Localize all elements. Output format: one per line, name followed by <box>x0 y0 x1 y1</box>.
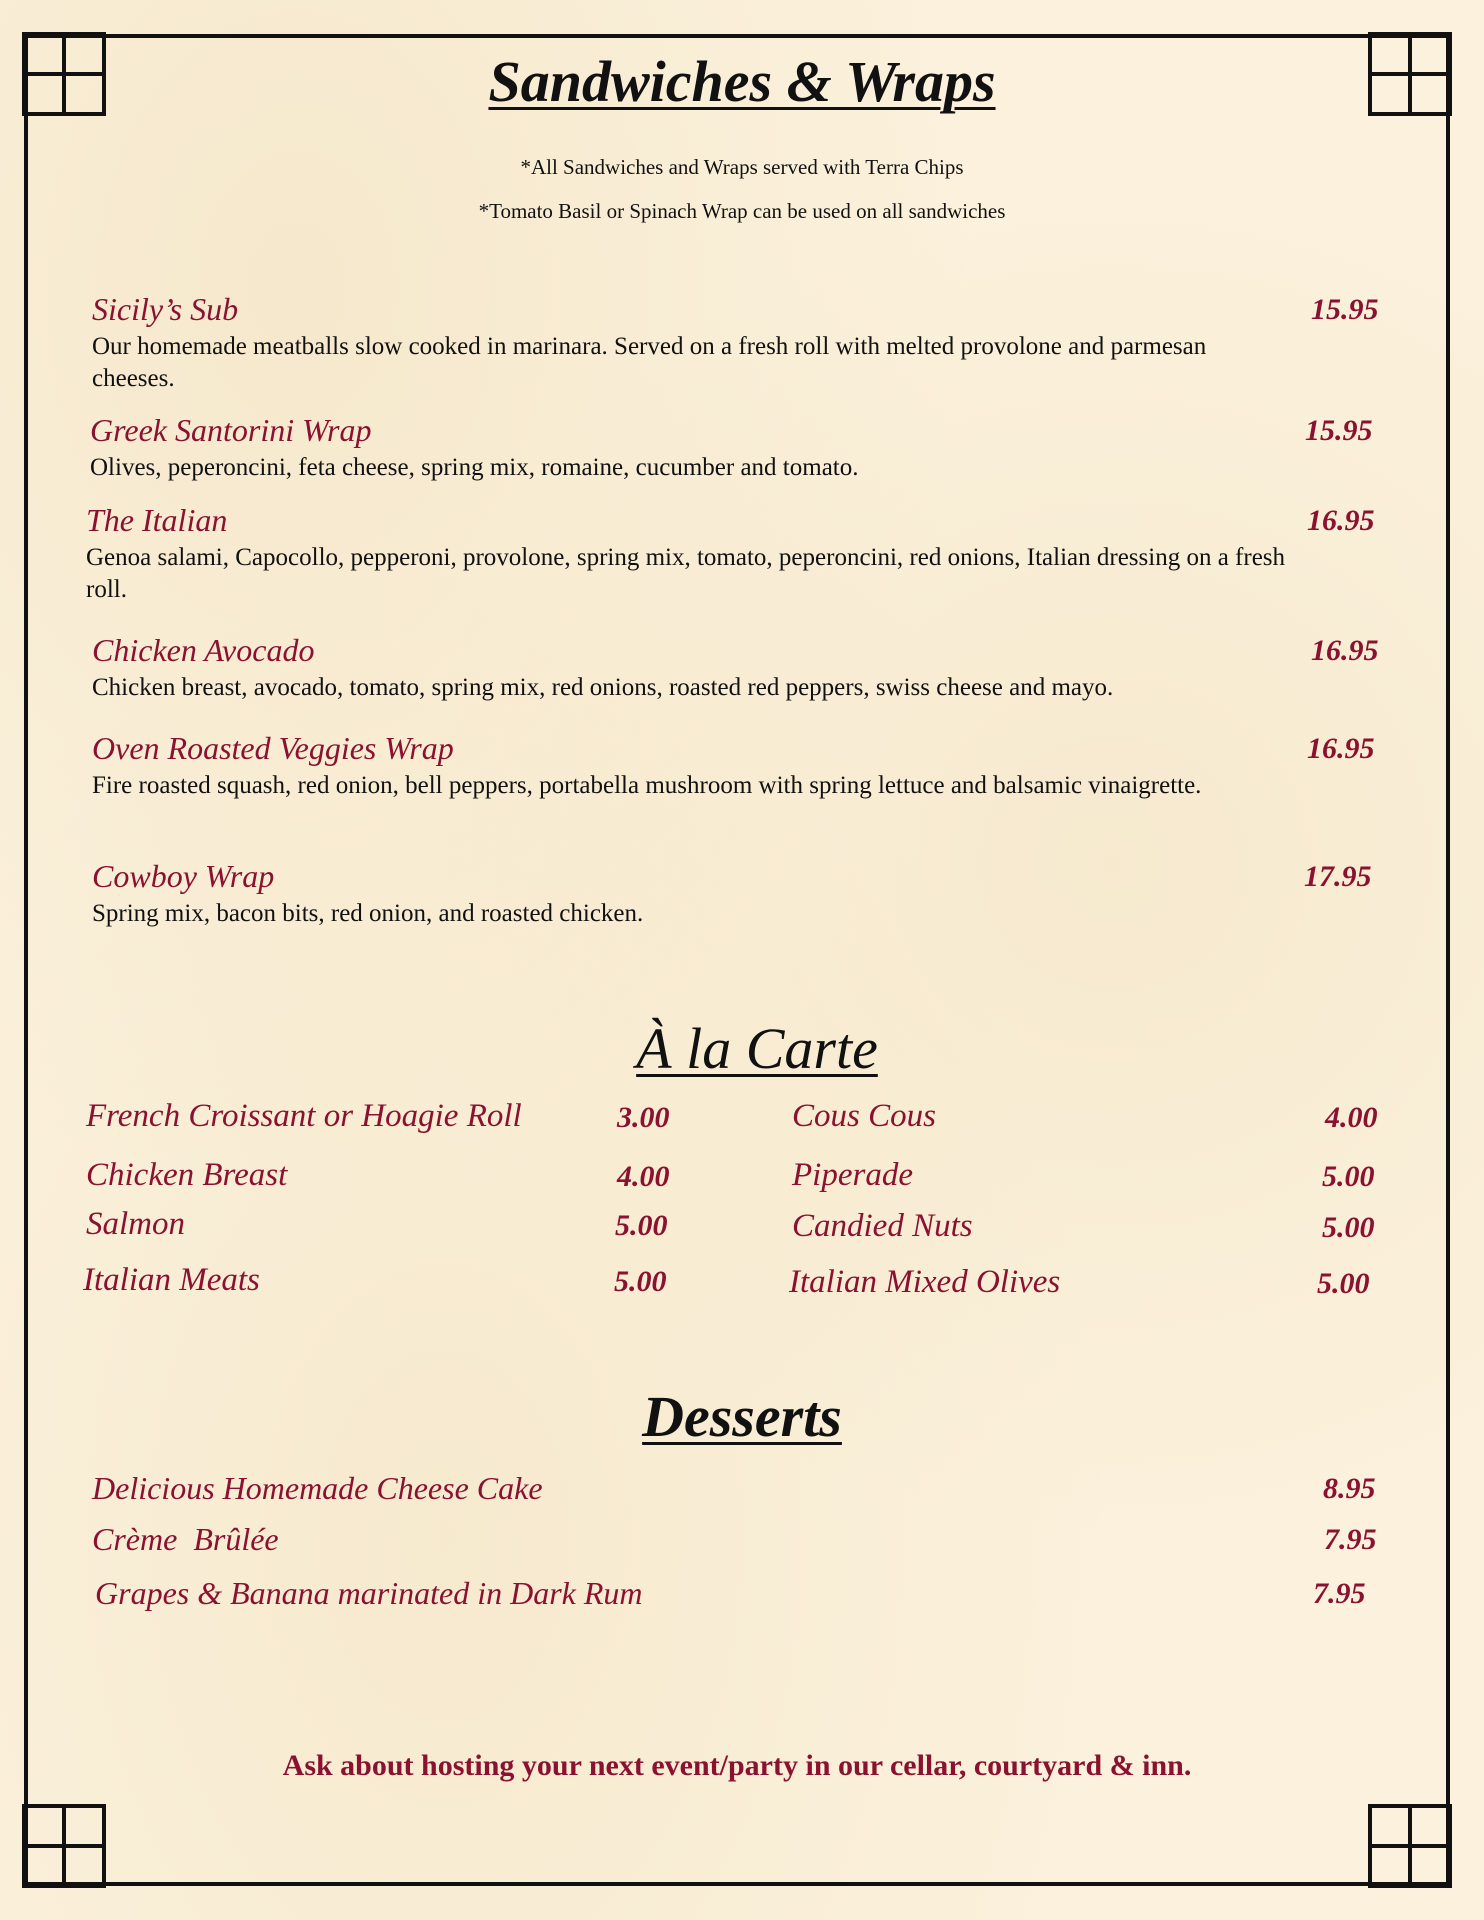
alacarte-item-name: Chicken Breast <box>86 1157 288 1193</box>
dessert-item-name: Delicious Homemade Cheese Cake <box>92 1470 543 1506</box>
menu-item-name: Cowboy Wrap <box>92 858 275 894</box>
menu-item-name: Oven Roasted Veggies Wrap <box>92 730 454 766</box>
dessert-item-price: 7.95 <box>1313 1577 1366 1610</box>
menu-item-price: 16.95 <box>1307 732 1375 765</box>
alacarte-item-price: 5.00 <box>614 1265 667 1298</box>
sandwiches-note-chips: *All Sandwiches and Wraps served with Terra Chips <box>520 155 964 179</box>
menu-item-description: Our homemade meatballs slow cooked in marinara. Served on a fresh roll with melted provolone and parmesan cheeses. <box>92 333 1207 392</box>
alacarte-item-price: 5.00 <box>1317 1267 1370 1300</box>
menu-item-price: 15.95 <box>1311 293 1379 326</box>
alacarte-item-price: 3.00 <box>617 1101 670 1134</box>
menu-item-description: Olives, peperoncini, feta cheese, spring mix, romaine, cucumber and tomato. <box>90 454 859 481</box>
menu-item-price: 15.95 <box>1305 414 1373 447</box>
alacarte-item-price: 5.00 <box>1322 1211 1375 1244</box>
menu-item-name: The Italian <box>86 502 228 538</box>
alacarte-item-name: Cous Cous <box>792 1098 936 1134</box>
menu-item-name: Chicken Avocado <box>92 632 315 668</box>
menu-item-price: 16.95 <box>1307 504 1375 537</box>
menu-item-price: 16.95 <box>1311 634 1379 667</box>
dessert-item-price: 8.95 <box>1323 1472 1376 1505</box>
alacarte-heading: À la Carte <box>636 1016 878 1081</box>
alacarte-item-name: Salmon <box>86 1206 185 1242</box>
dessert-item-name: Grapes & Banana marinated in Dark Rum <box>95 1575 643 1611</box>
alacarte-item-name: Piperade <box>792 1157 913 1193</box>
sandwiches-heading: Sandwiches & Wraps <box>488 49 996 114</box>
footer-event-note: Ask about hosting your next event/party in our cellar, courtyard & inn. <box>282 1749 1192 1782</box>
menu-item-description: Spring mix, bacon bits, red onion, and roasted chicken. <box>92 900 644 927</box>
menu-item-description: Genoa salami, Capocollo, pepperoni, provolone, spring mix, tomato, peperoncini, red onions, Italian dressing on a fresh roll. <box>86 544 1286 603</box>
menu-item-description: Chicken breast, avocado, tomato, spring mix, red onions, roasted red peppers, swiss cheese and mayo. <box>92 674 1114 701</box>
corner-ornament-bottom-right <box>1368 1804 1452 1888</box>
dessert-item-name: Crème Brûlée <box>92 1521 279 1557</box>
alacarte-item-name: Candied Nuts <box>792 1208 973 1244</box>
alacarte-item-price: 5.00 <box>1322 1160 1375 1193</box>
alacarte-item-price: 5.00 <box>615 1209 668 1242</box>
alacarte-item-name: Italian Meats <box>83 1262 260 1298</box>
alacarte-item-price: 4.00 <box>617 1160 670 1193</box>
alacarte-item-name: Italian Mixed Olives <box>789 1264 1061 1300</box>
menu-item-name: Sicily’s Sub <box>92 291 239 327</box>
alacarte-item-name: French Croissant or Hoagie Roll <box>86 1098 522 1134</box>
corner-ornament-bottom-left <box>22 1804 106 1888</box>
dessert-item-price: 7.95 <box>1324 1523 1377 1556</box>
menu-item-description: Fire roasted squash, red onion, bell peppers, portabella mushroom with spring lettuce and balsamic vinaigrette. <box>92 772 1202 799</box>
menu-item-name: Greek Santorini Wrap <box>90 412 372 448</box>
menu-item-price: 17.95 <box>1304 860 1372 893</box>
desserts-heading: Desserts <box>642 1384 842 1449</box>
sandwiches-note-wrap: *Tomato Basil or Spinach Wrap can be used on all sandwiches <box>478 199 1006 223</box>
alacarte-item-price: 4.00 <box>1325 1101 1378 1134</box>
